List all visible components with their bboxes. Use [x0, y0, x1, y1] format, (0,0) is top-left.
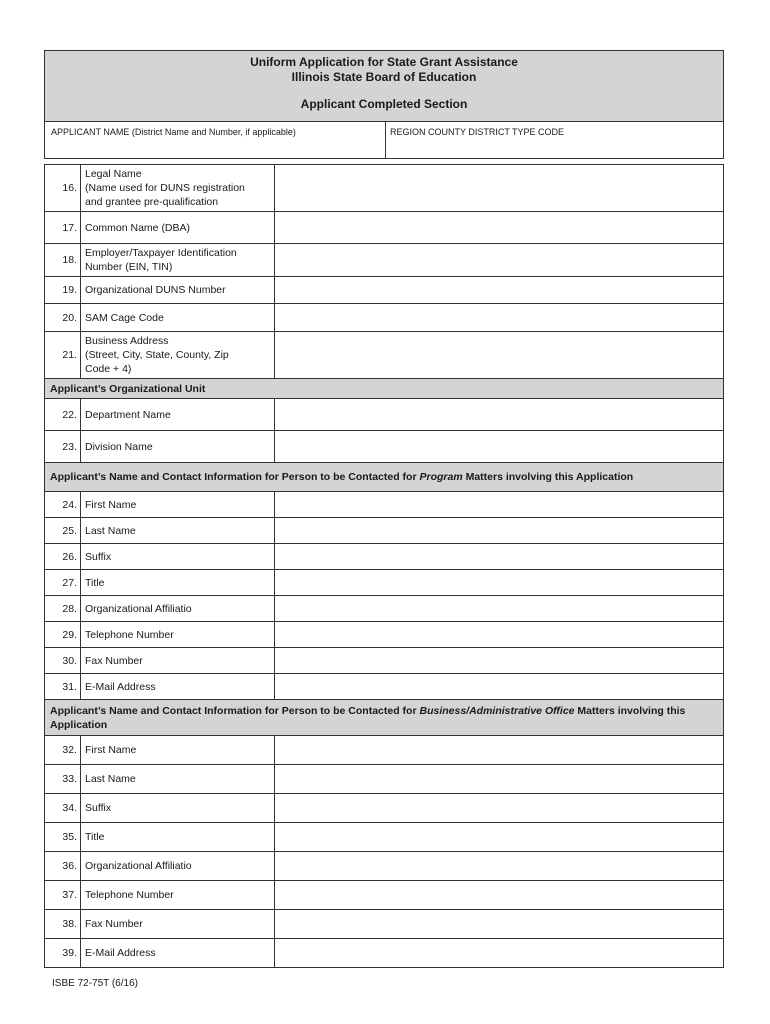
- field-label: Last Name: [81, 765, 275, 794]
- form-row: [45, 332, 724, 379]
- input-field[interactable]: [275, 939, 724, 968]
- item-number: 19.: [45, 277, 81, 304]
- item-number: 30.: [45, 648, 81, 674]
- field-label: Suffix: [81, 544, 275, 570]
- input-field[interactable]: [275, 570, 724, 596]
- form-code: ISBE 72-75T (6/16): [52, 978, 138, 989]
- field-label: Fax Number: [81, 910, 275, 939]
- input-field[interactable]: [275, 823, 724, 852]
- input-field[interactable]: [275, 544, 724, 570]
- item-number: 39.: [45, 939, 81, 968]
- field-label: Employer/Taxpayer Identification Number (EIN, TIN): [81, 244, 275, 277]
- field-label: Organizational DUNS Number: [81, 277, 275, 304]
- form-title-header: [44, 50, 724, 87]
- form-row: [45, 910, 724, 939]
- field-label: Title: [81, 570, 275, 596]
- field-label: E-Mail Address: [81, 939, 275, 968]
- section-header-row: [45, 379, 724, 399]
- input-field[interactable]: [275, 648, 724, 674]
- field-label: Common Name (DBA): [81, 212, 275, 244]
- form-row: [45, 596, 724, 622]
- item-number: 16.: [45, 165, 81, 212]
- emphasis: Program: [419, 471, 463, 483]
- form-row: [45, 622, 724, 648]
- field-label: Department Name: [81, 399, 275, 431]
- emphasis: Business/Administrative Office: [419, 704, 575, 717]
- form-row: [45, 304, 724, 332]
- application-form-table: [44, 164, 724, 968]
- input-field[interactable]: [275, 794, 724, 823]
- item-number: 26.: [45, 544, 81, 570]
- input-field[interactable]: [275, 852, 724, 881]
- field-label: Last Name: [81, 518, 275, 544]
- field-label: Suffix: [81, 794, 275, 823]
- form-row: [45, 674, 724, 700]
- section-heading: Applicant’s Name and Contact Information for Person to be Contacted for Program Matters involving this Application: [45, 463, 724, 492]
- field-label: Telephone Number: [81, 881, 275, 910]
- form-row: [45, 794, 724, 823]
- input-field[interactable]: [275, 304, 724, 332]
- form-row: [45, 431, 724, 463]
- item-number: 25.: [45, 518, 81, 544]
- form-row: [45, 544, 724, 570]
- input-field[interactable]: [275, 622, 724, 648]
- item-number: 29.: [45, 622, 81, 648]
- item-number: 33.: [45, 765, 81, 794]
- input-field[interactable]: [275, 596, 724, 622]
- field-label: SAM Cage Code: [81, 304, 275, 332]
- form-row: [45, 765, 724, 794]
- input-field[interactable]: [275, 881, 724, 910]
- section-header-row: [45, 463, 724, 492]
- form-row: [45, 823, 724, 852]
- rcdt-code-label: REGION COUNTY DISTRICT TYPE CODE: [390, 127, 565, 137]
- form-row: [45, 165, 724, 212]
- field-label: Organizational Affiliatio: [81, 852, 275, 881]
- item-number: 35.: [45, 823, 81, 852]
- input-field[interactable]: [275, 244, 724, 277]
- item-number: 17.: [45, 212, 81, 244]
- form-row: [45, 736, 724, 765]
- item-number: 23.: [45, 431, 81, 463]
- item-number: 27.: [45, 570, 81, 596]
- item-number: 37.: [45, 881, 81, 910]
- form-title: Uniform Application for State Grant Assistance: [250, 55, 518, 69]
- applicant-info-row: [44, 121, 724, 159]
- input-field[interactable]: [275, 431, 724, 463]
- field-label: Fax Number: [81, 648, 275, 674]
- form-row: [45, 648, 724, 674]
- item-number: 32.: [45, 736, 81, 765]
- input-field[interactable]: [275, 518, 724, 544]
- input-field[interactable]: [275, 277, 724, 304]
- section-heading: Applicant’s Organizational Unit: [45, 379, 724, 399]
- form-row: [45, 570, 724, 596]
- item-number: 22.: [45, 399, 81, 431]
- applicant-name-label: APPLICANT NAME (District Name and Number, if applicable): [51, 127, 296, 137]
- input-field[interactable]: [275, 674, 724, 700]
- form-row: [45, 492, 724, 518]
- form-row: [45, 881, 724, 910]
- input-field[interactable]: [275, 492, 724, 518]
- form-row: [45, 277, 724, 304]
- section-header-row: [45, 700, 724, 736]
- form-row: [45, 852, 724, 881]
- field-label: First Name: [81, 492, 275, 518]
- section-title: Applicant Completed Section: [44, 86, 724, 122]
- form-row: [45, 518, 724, 544]
- item-number: 38.: [45, 910, 81, 939]
- form-row: [45, 939, 724, 968]
- form-row: [45, 399, 724, 431]
- input-field[interactable]: [275, 165, 724, 212]
- item-number: 34.: [45, 794, 81, 823]
- item-number: 36.: [45, 852, 81, 881]
- form-agency: Illinois State Board of Education: [291, 70, 477, 84]
- input-field[interactable]: [275, 332, 724, 379]
- item-number: 28.: [45, 596, 81, 622]
- item-number: 21.: [45, 332, 81, 379]
- section-heading: Applicant’s Name and Contact Information for Person to be Contacted for Business/Administrative Office Matters involving this Application: [45, 700, 724, 736]
- input-field[interactable]: [275, 910, 724, 939]
- form-row: [45, 244, 724, 277]
- field-label: Organizational Affiliatio: [81, 596, 275, 622]
- item-number: 18.: [45, 244, 81, 277]
- input-field[interactable]: [275, 765, 724, 794]
- item-number: 24.: [45, 492, 81, 518]
- field-label: Division Name: [81, 431, 275, 463]
- field-label: Title: [81, 823, 275, 852]
- input-field[interactable]: [275, 212, 724, 244]
- input-field[interactable]: [275, 399, 724, 431]
- field-label: Legal Name (Name used for DUNS registration and grantee pre-qualification: [81, 165, 275, 212]
- item-number: 31.: [45, 674, 81, 700]
- divider: [385, 121, 386, 158]
- field-label: Business Address (Street, City, State, County, Zip Code + 4): [81, 332, 275, 379]
- field-label: First Name: [81, 736, 275, 765]
- field-label: Telephone Number: [81, 622, 275, 648]
- form-row: [45, 212, 724, 244]
- input-field[interactable]: [275, 736, 724, 765]
- field-label: E-Mail Address: [81, 674, 275, 700]
- item-number: 20.: [45, 304, 81, 332]
